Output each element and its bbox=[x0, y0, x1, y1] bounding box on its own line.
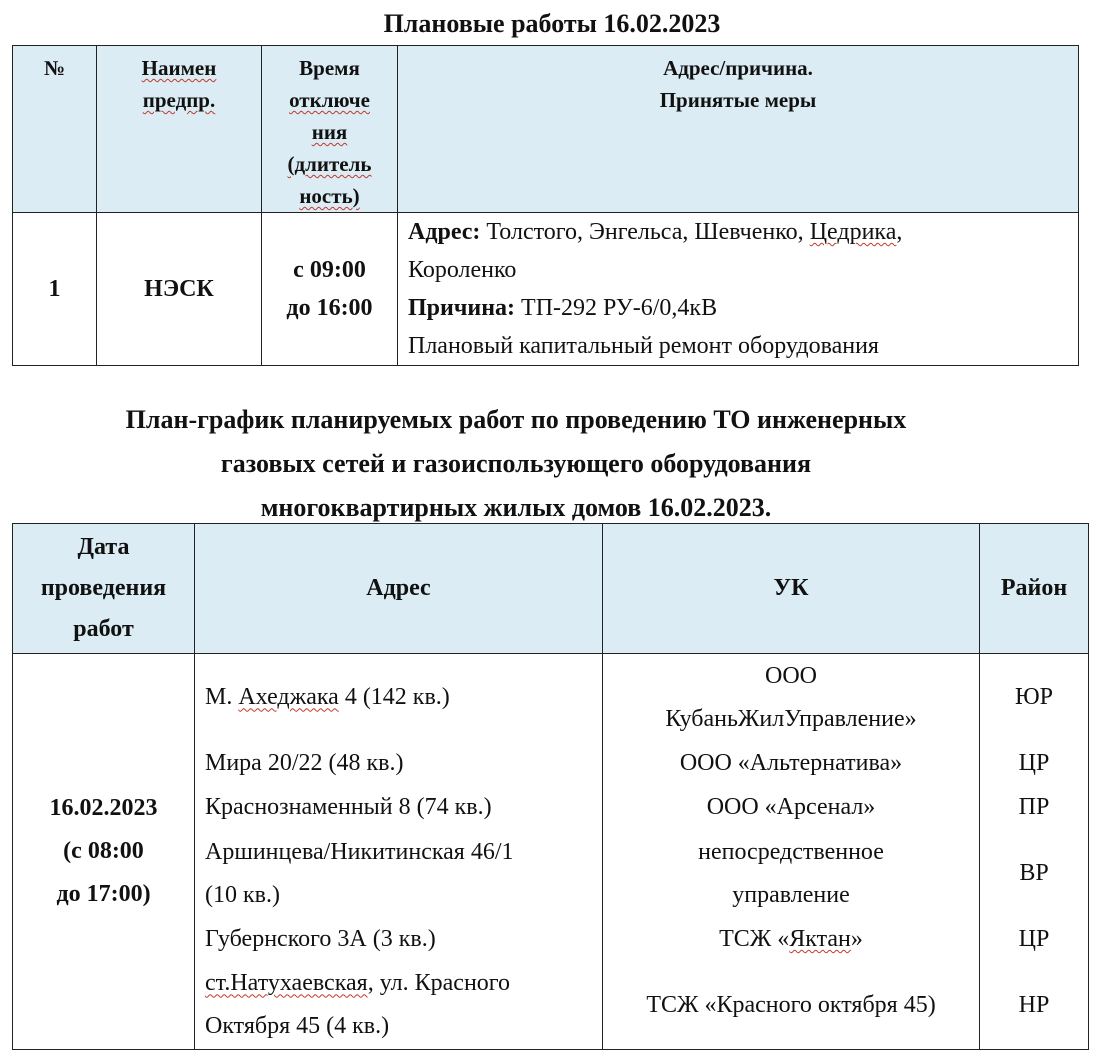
uk-cell: ТСЖ «Яктан» bbox=[603, 918, 980, 962]
district-cell: ЦР bbox=[980, 742, 1089, 786]
address-cell: Губернского 3А (3 кв.) bbox=[195, 918, 603, 962]
header-uk: УК bbox=[603, 524, 980, 654]
header-time: Время отключе ния (длитель ность) bbox=[262, 46, 398, 213]
header-district: Район bbox=[980, 524, 1089, 654]
address-value-d: Короленко bbox=[408, 257, 517, 283]
section1-title: Плановые работы 16.02.2023 bbox=[383, 9, 721, 38]
header-address: Адрес/причина. Принятые меры bbox=[398, 46, 1079, 213]
planned-works-header-row bbox=[13, 46, 1079, 213]
uk-cell: ООО «Альтернатива» bbox=[603, 742, 980, 786]
district-cell: ЮР bbox=[980, 654, 1089, 742]
uk-cell: непосредственное управление bbox=[603, 830, 980, 918]
maintenance-schedule-table bbox=[12, 523, 1089, 1050]
address-cell: Краснознаменный 8 (74 кв.) bbox=[195, 786, 603, 830]
address-cell: М. Ахеджака 4 (142 кв.) bbox=[195, 654, 603, 742]
header-address: Адрес bbox=[195, 524, 603, 654]
address-value: Толстого, Энгельса, Шевченко, bbox=[480, 219, 810, 245]
uk-cell: ТСЖ «Красного октября 45) bbox=[603, 962, 980, 1050]
row-address-reason: Адрес: Толстого, Энгельса, Шевченко, Цедрика, Короленко Причина: ТП-292 РУ-6/0,4кВ Плановый капитальный ремонт оборудования bbox=[398, 213, 1079, 366]
schedule-header-row bbox=[13, 524, 1089, 654]
row-num: 1 bbox=[13, 213, 97, 366]
district-cell: ПР bbox=[980, 786, 1089, 830]
reason-value: ТП-292 РУ-6/0,4кВ bbox=[515, 295, 718, 321]
uk-cell: ООО «Арсенал» bbox=[603, 786, 980, 830]
address-cell: Мира 20/22 (48 кв.) bbox=[195, 742, 603, 786]
reason-label: Причина: bbox=[408, 295, 516, 321]
section2-title: План-график планируемых работ по проведению ТО инженерных газовых сетей и газоиспользующего оборудования многоквартирных жилых домов 16.02.2023. bbox=[125, 405, 907, 522]
district-cell: ЦР bbox=[980, 918, 1089, 962]
address-label: Адрес: bbox=[408, 219, 481, 245]
uk-cell: ООО КубаньЖилУправление» bbox=[603, 654, 980, 742]
district-cell: НР bbox=[980, 962, 1089, 1050]
address-cell: ст.Натухаевская, ул. Красного Октября 45 (4 кв.) bbox=[195, 962, 603, 1050]
header-num: № bbox=[13, 46, 97, 213]
planned-works-table bbox=[12, 45, 1079, 366]
table-row bbox=[13, 654, 1089, 742]
row-org: НЭСК bbox=[97, 213, 262, 366]
planned-works-row bbox=[13, 213, 1079, 366]
district-cell: ВР bbox=[980, 830, 1089, 918]
header-date: Дата проведения работ bbox=[13, 524, 195, 654]
address-cell: Аршинцева/Никитинская 46/1 (10 кв.) bbox=[195, 830, 603, 918]
date-cell: 16.02.2023 (с 08:00 до 17:00) bbox=[13, 654, 195, 1050]
row-time: с 09:00 до 16:00 bbox=[262, 213, 398, 366]
measures-text: Плановый капитальный ремонт оборудования bbox=[408, 333, 879, 359]
address-value-b: Цедрика bbox=[809, 219, 897, 245]
header-org: Наимен предпр. bbox=[97, 46, 262, 213]
